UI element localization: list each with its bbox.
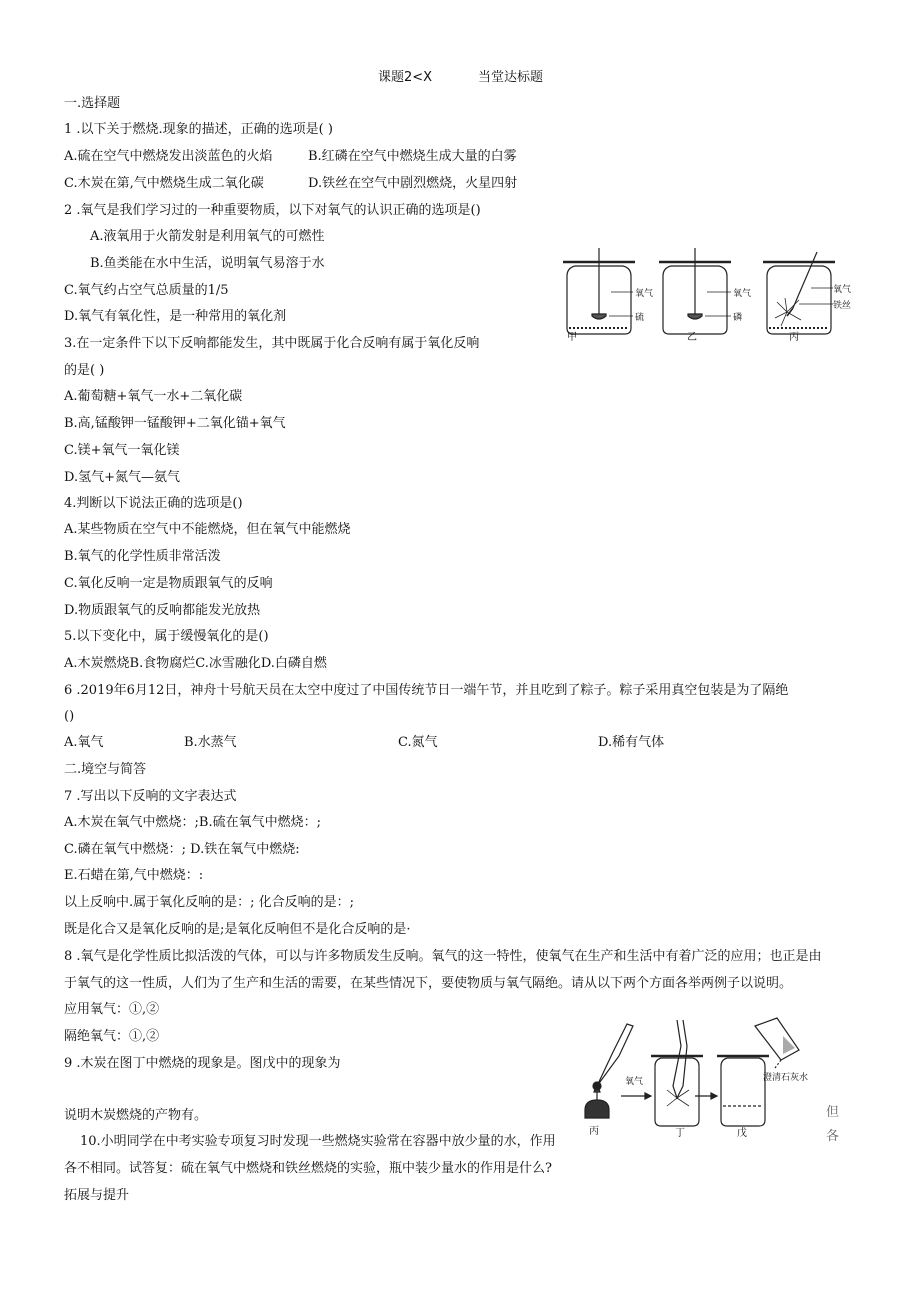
q6-stem: 6 .2019年6月12日，神舟十号航天员在太空中度过了中国传统节日一端午节，并且吃到了粽子。粽子采用真空包装是为了隔绝 — [64, 683, 789, 698]
q4-option-b: B.氧气的化学性质非常活泼 — [64, 549, 221, 564]
q5-options: A.木炭燃烧B.食物腐烂C.冰雪融化D.白磷自燃 — [64, 656, 327, 671]
q3-stem-line1: 3.在一定条件下以下反响都能发生，其中既属于化合反响有属于氧化反响 — [64, 336, 480, 351]
q10-line2: 各不相同。试答复：硫在氧气中燃烧和铁丝燃烧的实验，瓶中装少量水的作用是什么? — [64, 1161, 552, 1176]
q8-line2: 于氧气的这一性质，人们为了生产和生活的需要，在某些情况下，要使物质与氧气隔绝。请从以下两个方面各举两例子以说明。 — [64, 976, 793, 991]
q1-option-d: D.铁丝在空气中剧烈燃烧，火星四射 — [308, 176, 518, 191]
q6-option-b: B.水蒸气 — [184, 735, 237, 750]
fig1-caption-bing: 丙 — [789, 332, 799, 343]
q7-line2: C.磷在氧气中燃烧：; D.铁在氧气中燃烧: — [64, 842, 300, 857]
section-heading-choice: 一.选择题 — [64, 96, 121, 111]
q2-option-d: D.氧气有氧化性，是一种常用的氧化剂 — [64, 309, 287, 324]
q1-stem: 1 .以下关于燃烧.现象的描述，正确的选项是( ) — [64, 122, 333, 137]
title-left: 课题2<X — [378, 70, 433, 85]
fig1-label-oxygen-3: 氧气 — [833, 285, 852, 295]
fig2-label-limewater: 澄清石灰水 — [763, 1073, 809, 1083]
q10-line1: 10.小明同学在中考实验专项复习时发现一些燃烧实验常在容器中放少量的水，作用 — [80, 1134, 556, 1149]
fig1-label-oxygen-1: 氧气 — [635, 289, 654, 299]
fig1-caption-yi: 乙 — [687, 332, 697, 343]
q7-line5: 既是化合又是氧化反响的是;是氧化反响但不是化合反响的是· — [64, 922, 411, 937]
extension-heading: 拓展与提升 — [64, 1188, 130, 1203]
margin-char-bottom: 各 — [826, 1129, 840, 1144]
fig1-label-oxygen-2: 氧气 — [733, 289, 752, 299]
q3-option-b: B.高,锰酸钾一锰酸钾+二氧化锚+氧气 — [64, 416, 286, 431]
q3-stem-line2: 的是( ) — [64, 363, 105, 378]
q2-option-a: A.液氧用于火箭发射是利用氧气的可燃性 — [90, 229, 325, 244]
q6-option-a: A.氧气 — [64, 735, 104, 750]
q4-option-c: C.氧化反响一定是物质跟氧气的反响 — [64, 576, 273, 591]
q6-blank: () — [64, 709, 75, 724]
q1-option-c: C.木炭在第,气中燃烧生成二氧化碳 — [64, 176, 264, 191]
q8-line1: 8 .氧气是化学性质比拟活泼的气体，可以与许多物质发生反响。氧气的这一特性，使氧气在生产和生活中有着广泛的应用；也正是由 — [64, 949, 822, 964]
q3-option-c: C.镁+氧气一氧化镁 — [64, 443, 180, 458]
q6-option-c: C.氮气 — [398, 735, 438, 750]
fig2-caption-ding: 丁 — [675, 1128, 685, 1139]
q4-option-d: D.物质跟氧气的反响都能发光放热 — [64, 603, 261, 618]
fig1-label-phosphorus: 磷 — [733, 313, 743, 323]
fig1-caption-jia: 甲 — [567, 332, 577, 343]
q5-stem: 5.以下变化中，属于缓慢氧化的是() — [64, 629, 269, 644]
fig2-caption-wu: 戊 — [737, 1128, 747, 1139]
fig2-caption-bing: 丙 — [589, 1126, 599, 1137]
q2-option-c: C.氧气约占空气总质量的1/5 — [64, 283, 229, 298]
q4-option-a: A.某些物质在空气中不能燃烧，但在氧气中能燃烧 — [64, 522, 351, 537]
q4-stem: 4.判断以下说法正确的选项是() — [64, 496, 243, 511]
q2-stem: 2 .氧气是我们学习过的一种重要物质，以下对氧气的认识正确的选项是() — [64, 203, 481, 218]
figure-charcoal-experiment — [577, 1016, 817, 1141]
q8-line3: 应用氧气：①,② — [64, 1002, 160, 1017]
q6-option-d: D.稀有气体 — [598, 735, 665, 750]
q7-line3: E.石蜡在第,气中燃烧：: — [64, 868, 204, 883]
q2-option-b: B.鱼类能在水中生活，说明氧气易溶于水 — [90, 256, 325, 271]
section-heading-fill: 二.境空与简答 — [64, 762, 147, 777]
fig1-label-iron-wire: 铁丝 — [833, 301, 852, 311]
q7-line1: A.木炭在氧气中燃烧：;B.硫在氧气中燃烧：; — [64, 815, 321, 830]
fig2-label-oxygen: 氧气 — [625, 1077, 644, 1087]
q7-stem: 7 .写出以下反响的文字表达式 — [64, 789, 237, 804]
q1-option-b: B.红磷在空气中燃烧生成大量的白雾 — [308, 149, 517, 164]
q9-line2: 说明木炭燃烧的产物有。 — [64, 1108, 208, 1123]
q3-option-d: D.氢气+氮气—氨气 — [64, 470, 180, 485]
title-right: 当堂达标题 — [478, 70, 544, 85]
q7-line4: 以上反响中.属于氧化反响的是：; 化合反响的是：; — [64, 895, 355, 910]
margin-char-top: 但 — [826, 1105, 840, 1120]
figure-gas-jars — [555, 248, 865, 344]
q1-option-a: A.硫在空气中燃烧发出淡蓝色的火焰 — [64, 149, 273, 164]
q8-line4: 隔绝氧气：①,② — [64, 1029, 160, 1044]
q3-option-a: A.葡萄糖+氧气一水+二氧化碳 — [64, 389, 243, 404]
fig1-label-sulfur: 硫 — [635, 313, 645, 323]
q9-line1: 9 .木炭在图丁中燃烧的现象是。图戊中的现象为 — [64, 1056, 341, 1071]
